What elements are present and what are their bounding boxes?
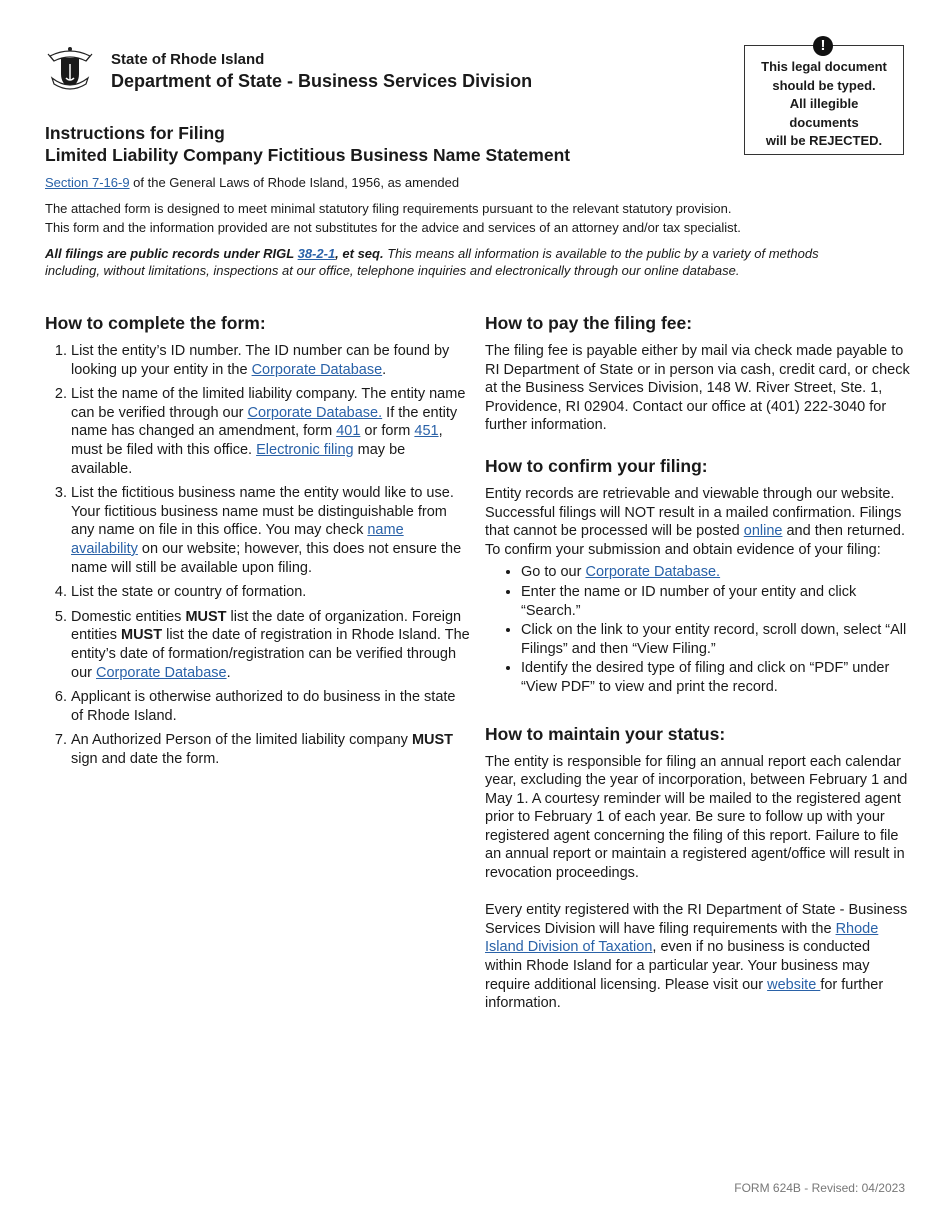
confirm-filing-section (485, 455, 910, 697)
form-451-link[interactable]: 451 (414, 423, 439, 440)
corporate-database-link[interactable]: Corporate Database. (247, 404, 383, 421)
item-text: may be available. (71, 441, 406, 477)
public-records-text: This means all information is available to the public by a variety of methods including, without limitations, inspections at our office, telephone inquiries and electronically through our online database. (45, 246, 819, 278)
name-availability-link[interactable]: name availability (71, 522, 404, 557)
corporate-database-link[interactable]: Corporate Database (251, 361, 383, 378)
confirm-text (485, 485, 910, 559)
item-text: or form (360, 423, 415, 440)
maintain-paragraph-2 (485, 901, 910, 1013)
item-text: List the entity’s ID number. The ID number can be found by looking up your entity in the (71, 343, 450, 378)
paragraph-text: Every entity registered with the RI Department of State - Business Services Division will have filing requirements with the (485, 902, 908, 937)
notice-line: documents (789, 114, 859, 130)
must-emphasis: MUST (185, 608, 227, 625)
instructions-list (45, 342, 470, 768)
must-emphasis: MUST (411, 732, 454, 749)
reference-text: of the General Laws of Rhode Island, 1956, as amended (129, 175, 460, 190)
notice-line: should be typed. (772, 77, 876, 93)
complete-form-section (45, 312, 470, 774)
item-text: List the state or country of formation. (71, 584, 307, 601)
item-text: Applicant is otherwise authorized to do business in the state of Rhode Island. (71, 689, 456, 724)
corporate-database-link[interactable]: Corporate Database. (585, 564, 721, 581)
item-text: . (226, 664, 231, 681)
department-name: Department of State - Business Services Division (111, 71, 533, 91)
taxation-link[interactable]: Rhode Island Division of Taxation (485, 920, 879, 956)
disclaimer-line-2: This form and the information provided are not substitutes for the advice and services of an attorney and/or tax specialist. (45, 220, 741, 235)
maintain-paragraph-1: The entity is responsible for filing an annual report each calendar year, excluding the year of incorporation, between February 1 and May 1. A courtesy reminder will be mailed to the registered agent prior to February 1 of each year. Be sure to follow up with your registered agent concerning the filing of this report. Failure to file an annual report or maintain a registered agent/office will result in revocation proceedings. (485, 753, 908, 882)
title-line-1: Instructions for Filing (45, 123, 225, 143)
exclamation-icon: ! (813, 36, 833, 56)
public-records-notice (45, 245, 825, 279)
list-item (71, 731, 470, 768)
right-column (485, 312, 910, 1013)
list-item: • Identify the desired type of filing and click on “PDF” under “View PDF” to view and print the record. (521, 659, 910, 696)
website-link[interactable]: website (767, 976, 821, 993)
item-text: Go to our (521, 564, 586, 581)
list-item (71, 385, 470, 478)
confirm-steps-list (485, 563, 910, 696)
rigl-link[interactable]: 38-2-1 (297, 246, 336, 261)
pay-heading: How to pay the filing fee: (485, 313, 693, 333)
item-text: list the date of organization. Foreign entities (71, 608, 462, 644)
section-link[interactable]: Section 7-16-9 (45, 175, 130, 190)
public-records-tail: , et seq. (335, 246, 384, 261)
state-seal-icon (44, 44, 96, 92)
form-revision-footer: FORM 624B - Revised: 04/2023 (734, 1181, 905, 1195)
list-item: • Click on the link to your entity record, scroll down, select “All Filings” and then “View Filing.” (521, 621, 910, 658)
confirm-text-a: Entity records are retrievable and viewable through our website. Successful filings will NOT result in a mailed confirmation. Filings that cannot be processed will be posted (485, 485, 902, 540)
item-text: List the fictitious business name the entity would like to use. Your fictitious business name must be distinguishable from any name on file in this office. You may check (71, 485, 454, 539)
item-text: sign and date the form. (71, 750, 220, 767)
paragraph-text: , even if no business is conducted within Rhode Island for a particular year. Your business may require additional licensing. Please visit our (485, 939, 871, 993)
online-link[interactable]: online (743, 523, 783, 540)
pay-text: The filing fee is payable either by mail via check made payable to RI Department of State or in person via cash, credit card, or check at the Business Services Division, 148 W. River Street, Ste. 1, Providence, RI 02904. Contact our office at (401) 222-3040 for further information. (485, 343, 910, 434)
confirm-text-b: and then returned. To confirm your submission and obtain evidence of your filing: (485, 523, 905, 558)
paragraph-text: for further information. (485, 976, 884, 1012)
item-text: on our website; however, this does not ensure the name will still be available upon filing. (71, 540, 462, 576)
form-401-link[interactable]: 401 (336, 423, 361, 440)
pay-fee-section (485, 312, 910, 435)
document-title (45, 122, 570, 166)
confirm-heading: How to confirm your filing: (485, 455, 708, 476)
list-item (71, 688, 470, 725)
notice-line: This legal document (761, 59, 887, 74)
list-item: • Enter the name or ID number of your entity and click “Search.” (521, 583, 910, 620)
complete-heading: How to complete the form: (45, 313, 266, 333)
maintain-heading: How to maintain your status: (485, 723, 726, 744)
disclaimer-line-1: The attached form is designed to meet minimal statutory filing requirements pursuant to the relevant statutory provision. (45, 201, 732, 216)
statute-reference (45, 175, 459, 190)
list-item (521, 563, 910, 582)
notice-line: All illegible (789, 96, 859, 111)
item-text: , must be filed with this office. (71, 423, 443, 458)
title-line-2: Limited Liability Company Fictitious Business Name Statement (45, 145, 571, 165)
item-text: List the name of the limited liability company. The entity name can be verified through our (71, 386, 466, 421)
item-text: . (382, 361, 387, 378)
public-records-lead: All filings are public records under RIGL (45, 246, 298, 261)
item-text: Domestic entities (71, 608, 186, 625)
corporate-database-link[interactable]: Corporate Database (96, 664, 227, 681)
item-text: An Authorized Person of the limited liability company (71, 732, 412, 749)
electronic-filing-link[interactable]: Electronic filing (256, 441, 354, 458)
notice-line: will be REJECTED. (765, 133, 883, 148)
must-emphasis: MUST (120, 627, 163, 644)
disclaimer (45, 199, 835, 237)
item-text: If the entity name has changed an amendment, form (71, 404, 458, 440)
item-text: list the date of registration in Rhode Island. The entity’s date of formation/registration can be verified through our (71, 627, 470, 681)
state-name: State of Rhode Island (111, 51, 265, 68)
maintain-status-section (485, 723, 910, 1013)
list-item (71, 342, 470, 379)
list-item (71, 484, 470, 577)
rejection-notice (744, 37, 904, 155)
list-item (71, 608, 470, 682)
list-item (71, 583, 470, 602)
